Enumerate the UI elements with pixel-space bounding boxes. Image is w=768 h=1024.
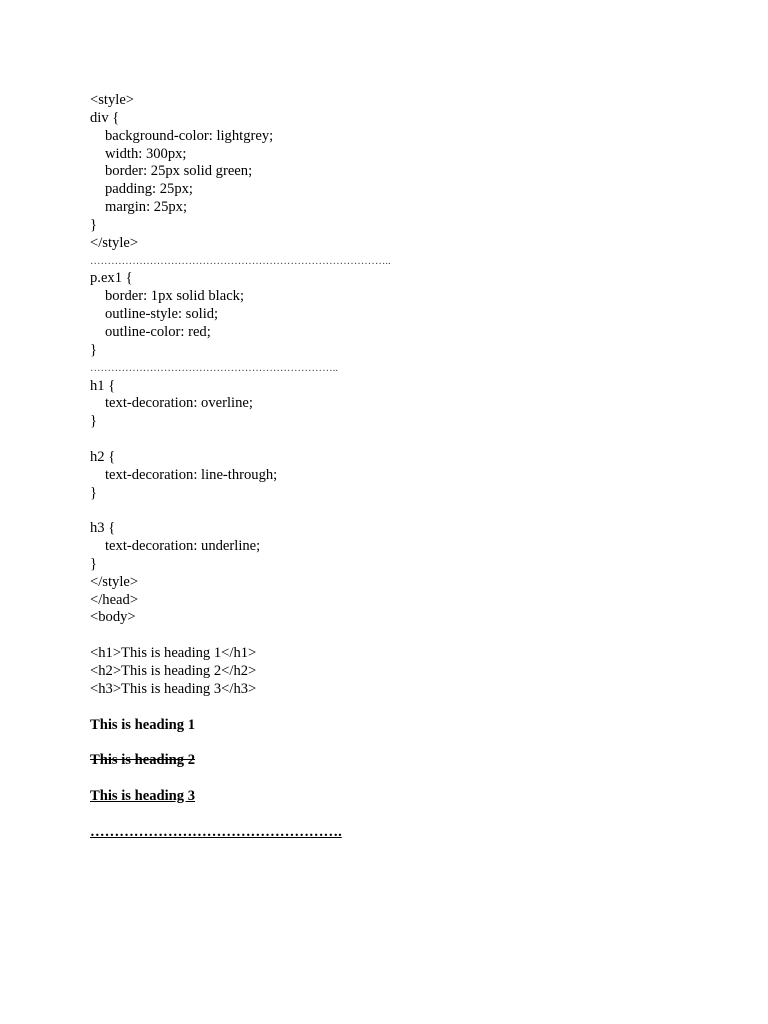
code-line: h1 { [90, 377, 116, 394]
code-line: </head> [90, 591, 139, 608]
code-line: } [90, 484, 98, 501]
dotted-separator: …………………………………………………………….. [90, 362, 338, 374]
code-line: } [90, 216, 98, 233]
blank-line [90, 770, 730, 788]
blank-line [90, 502, 730, 520]
rendered-heading-3: This is heading 3 [90, 787, 196, 804]
dotted-separator-underlined: ……………………………………………. [90, 823, 342, 840]
code-line: border: 1px solid black; [105, 288, 245, 305]
dotted-separator: ………………………………………………………………………….. [90, 255, 391, 267]
code-line: text-decoration: overline; [105, 395, 253, 412]
code-line: h3 { [90, 520, 116, 537]
code-line: text-decoration: line-through; [105, 466, 278, 483]
code-line: <style> [90, 92, 135, 108]
blank-line [90, 734, 730, 752]
code-line: } [90, 555, 98, 572]
document-page [90, 92, 730, 841]
code-line: div { [90, 109, 120, 126]
code-line: background-color: lightgrey; [105, 127, 274, 144]
code-line: text-decoration: underline; [105, 538, 261, 555]
blank-line [90, 627, 730, 645]
code-line: margin: 25px; [105, 199, 188, 216]
code-line: padding: 25px; [105, 181, 193, 198]
blank-line [90, 699, 730, 717]
code-line: border: 25px solid green; [105, 163, 253, 180]
code-line: </style> [90, 573, 139, 590]
code-line: width: 300px; [105, 145, 187, 162]
code-line: h2 { [90, 448, 116, 465]
rendered-heading-2: This is heading 2 [90, 752, 196, 769]
code-line: } [90, 413, 98, 430]
code-line: <body> [90, 609, 136, 626]
code-line: <h3>This is heading 3</h3> [90, 680, 257, 697]
code-line: outline-color: red; [105, 323, 211, 340]
rendered-heading-1: This is heading 1 [90, 716, 196, 733]
code-line: } [90, 341, 98, 358]
blank-line [90, 806, 730, 824]
code-line: </style> [90, 234, 139, 251]
code-line: <h2>This is heading 2</h2> [90, 663, 257, 679]
code-line: outline-style: solid; [105, 306, 219, 323]
code-line: <h1>This is heading 1</h1> [90, 645, 257, 662]
blank-line [90, 431, 730, 449]
code-line: p.ex1 { [90, 270, 133, 287]
